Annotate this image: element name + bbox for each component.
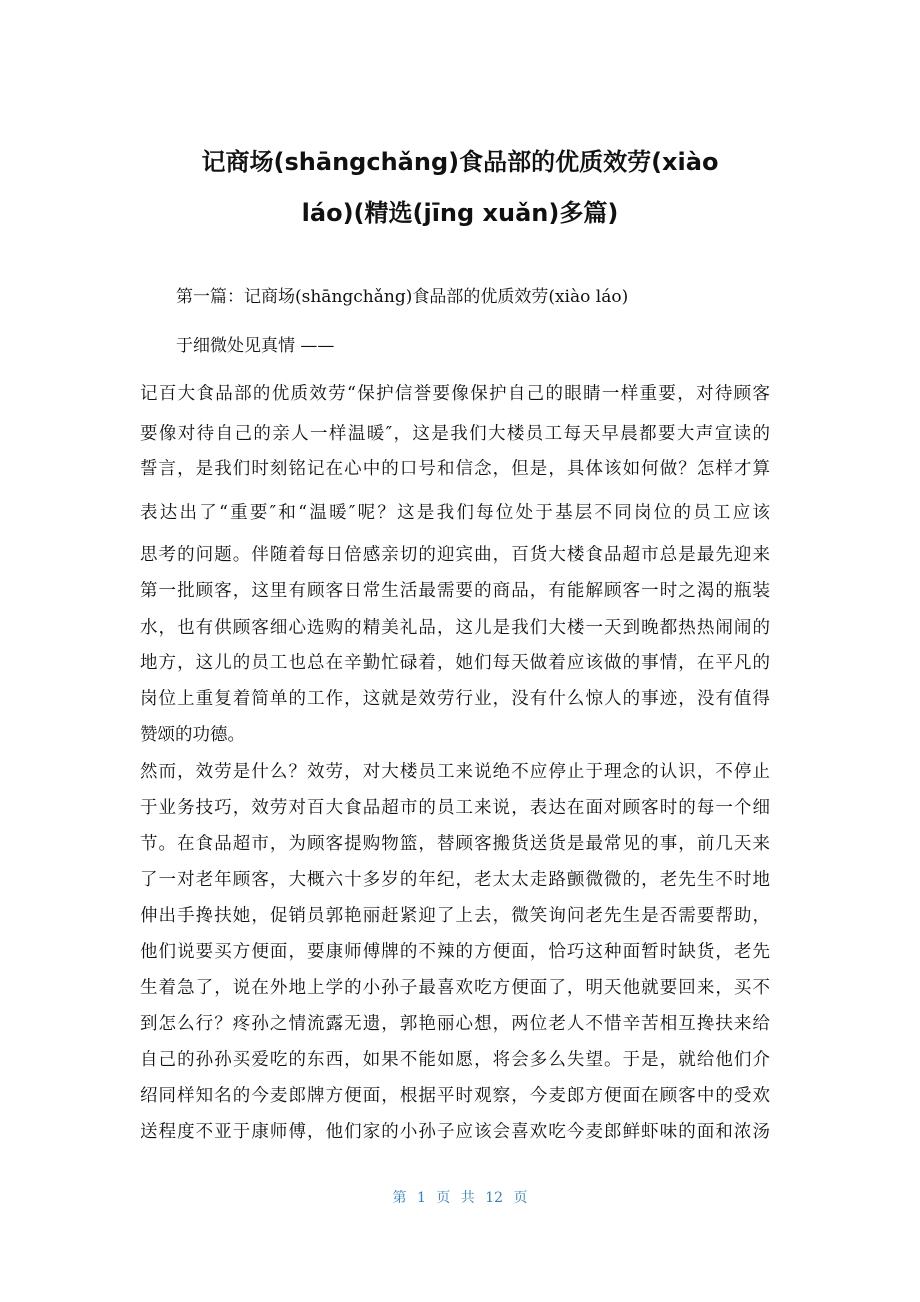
body-line: 赞颂的功德。: [140, 725, 245, 745]
body-line: 水，也有供顾客细心选购的精美礼品，这儿是我们大楼一天到晚都热热闹闹的: [140, 618, 770, 638]
body-line: 伸出手搀扶她，促销员郭艳丽赶紧迎了上去，微笑询问老先生是否需要帮助，: [140, 906, 770, 926]
body-line: 思考的问题。伴随着每日倍感亲切的迎宾曲，百货大楼食品超市总是最先迎来: [140, 545, 770, 565]
body-line: 地方，这儿的员工也总在辛勤忙碌着，她们每天做着应该做的事情，在平凡的: [140, 653, 770, 673]
body-line: 于业务技巧，效劳对百大食品超市的员工来说，表达在面对顾客时的每一个细: [140, 798, 770, 818]
body-line: 岗位上重复着简单的工作，这就是效劳行业，没有什么惊人的事迹，没有值得: [140, 689, 770, 709]
body-line: 表达出了“重要″和“温暖″呢？这是我们每位处于基层不同岗位的员工应该: [140, 503, 770, 523]
body-line: 誓言，是我们时刻铭记在心中的口号和信念，但是，具体该如何做？怎样才算: [140, 459, 770, 479]
body-line: 然而，效劳是什么？效劳，对大楼员工来说绝不应停止于理念的认识，不停止: [140, 762, 770, 782]
page-footer: 第 1 页 共 12 页: [392, 1190, 528, 1206]
document-title-line-1: 记商场(shāngchǎng)食品部的优质效劳(xiào: [201, 148, 719, 176]
body-line: 送程度不亚于康师傅，他们家的小孙子应该会喜欢吃今麦郎鲜虾味的面和浓汤: [140, 1122, 770, 1142]
body-line: 他们说要买方便面，要康师傅牌的不辣的方便面，恰巧这种面暂时缺货，老先: [140, 942, 770, 962]
document-title-line-2: láo)(精选(jīng xuǎn)多篇): [301, 199, 619, 227]
body-line: 生着急了，说在外地上学的小孙子最喜欢吃方便面了，明天他就要回来，买不: [140, 978, 770, 998]
subheading: 于细微处见真情 ——: [176, 336, 335, 356]
body-line: 绍同样知名的今麦郎牌方便面，根据平时观察，今麦郎方便面在顾客中的受欢: [140, 1086, 770, 1106]
body-line: 记百大食品部的优质效劳“保护信誉要像保护自己的眼睛一样重要，对待顾客: [140, 384, 770, 404]
body-line: 到怎么行？疼孙之情流露无遗，郭艳丽心想，两位老人不惜辛苦相互搀扶来给: [140, 1014, 770, 1034]
section-heading: 第一篇：记商场(shāngchǎng)食品部的优质效劳(xiào láo): [176, 287, 629, 307]
body-line: 自己的孙孙买爱吃的东西，如果不能如愿，将会多么失望。于是，就给他们介: [140, 1050, 770, 1070]
body-line: 节。在食品超市，为顾客提购物篮，替顾客搬货送货是最常见的事，前几天来: [140, 834, 770, 854]
body-line: 第一批顾客，这里有顾客日常生活最需要的商品，有能解顾客一时之渴的瓶装: [140, 581, 770, 601]
body-line: 要像对待自己的亲人一样温暖″，这是我们大楼员工每天早晨都要大声宣读的: [140, 424, 770, 444]
body-line: 了一对老年顾客，大概六十多岁的年纪，老太太走路颤微微的，老先生不时地: [140, 870, 770, 890]
